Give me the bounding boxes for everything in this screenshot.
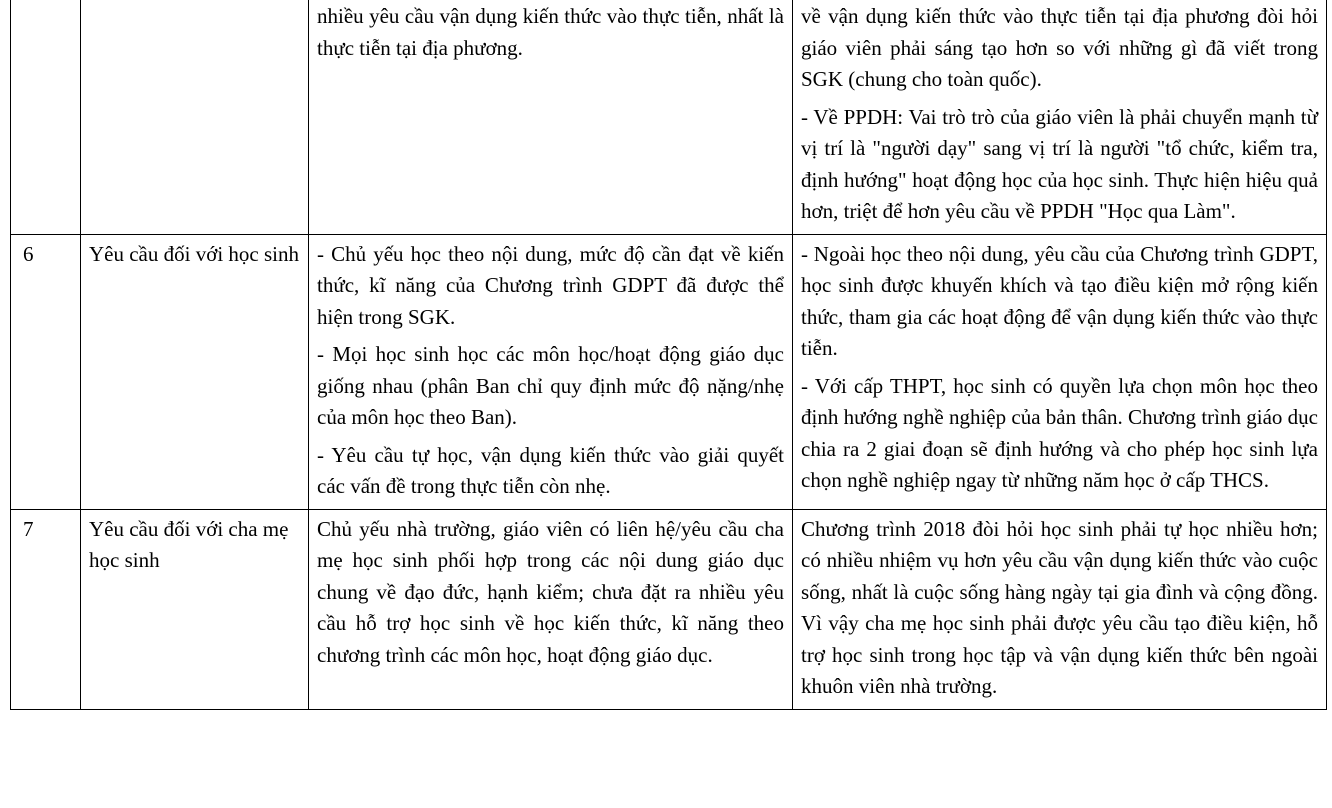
table-row (11, 0, 1327, 234)
table-row (11, 509, 1327, 709)
old-program-cell (309, 234, 793, 509)
table-row (11, 234, 1327, 509)
new-program-cell (793, 0, 1327, 234)
criterion-cell (81, 234, 309, 509)
new-program-cell (793, 509, 1327, 709)
old-program-cell (309, 0, 793, 234)
new-program-paragraph: về vận dụng kiến thức vào thực tiễn tại địa phương đòi hỏi giáo viên phải sáng tạo hơn so với những gì đã viết trong SGK (chung cho toàn quốc). (801, 4, 1318, 91)
row-number: 6 (23, 241, 34, 266)
criterion-cell (81, 509, 309, 709)
new-program-paragraph: - Với cấp THPT, học sinh có quyền lựa chọn môn học theo định hướng nghề nghiệp của bản thân. Chương trình giáo dục chia ra 2 giai đoạn sẽ định hướng và cho phép học sinh lựa chọn nghề nghiệp ngay từ những năm học ở cấp THCS. (801, 373, 1318, 492)
row-number-cell (11, 234, 81, 509)
new-program-paragraph: Chương trình 2018 đòi hỏi học sinh phải tự học nhiều hơn; có nhiều nhiệm vụ hơn yêu cầu vận dụng kiến thức vào cuộc sống, nhất là cuộc sống hàng ngày tại gia đình và cộng đồng. Vì vậy cha mẹ học sinh phải được yêu cầu tạo điều kiện, hỗ trợ học sinh trong học tập và vận dụng kiến thức bên ngoài khuôn viên nhà trường. (801, 516, 1318, 698)
old-program-cell (309, 509, 793, 709)
row-number: 7 (23, 516, 34, 541)
old-program-paragraph: Chủ yếu nhà trường, giáo viên có liên hệ/yêu cầu cha mẹ học sinh phối hợp trong các nội dung giáo dục chung về đạo đức, hạnh kiểm; chưa đặt ra nhiều yêu cầu hỗ trợ học sinh về học kiến thức, kĩ năng theo chương trình các môn học, hoạt động giáo dục. (317, 516, 784, 667)
new-program-cell (793, 234, 1327, 509)
old-program-paragraph: nhiều yêu cầu vận dụng kiến thức vào thực tiễn, nhất là thực tiễn tại địa phương. (317, 4, 784, 60)
row-number-cell (11, 0, 81, 234)
old-program-paragraph: - Mọi học sinh học các môn học/hoạt động giáo dục giống nhau (phân Ban chỉ quy định mức độ nặng/nhẹ của môn học theo Ban). (317, 342, 784, 429)
old-program-paragraph: - Chủ yếu học theo nội dung, mức độ cần đạt về kiến thức, kĩ năng của Chương trình GDPT đã được thể hiện trong SGK. (317, 241, 784, 329)
criterion-text: Yêu cầu đối với cha mẹ học sinh (89, 516, 289, 572)
criterion-cell (81, 0, 309, 234)
new-program-paragraph: - Về PPDH: Vai trò trò của giáo viên là phải chuyển mạnh từ vị trí là "người dạy" sang vị trí là người "tổ chức, kiểm tra, định hướng" hoạt động học của học sinh. Thực hiện hiệu quả hơn, triệt để hơn yêu cầu về PPDH "Học qua Làm". (801, 104, 1318, 223)
comparison-table (10, 0, 1327, 710)
row-number-cell (11, 509, 81, 709)
new-program-paragraph: - Ngoài học theo nội dung, yêu cầu của Chương trình GDPT, học sinh được khuyến khích và tạo điều kiện mở rộng kiến thức, tham gia các hoạt động để vận dụng kiến thức vào thực tiễn. (801, 241, 1318, 360)
criterion-text: Yêu cầu đối với học sinh (89, 241, 299, 266)
old-program-paragraph: - Yêu cầu tự học, vận dụng kiến thức vào giải quyết các vấn đề trong thực tiễn còn nhẹ. (317, 442, 784, 498)
